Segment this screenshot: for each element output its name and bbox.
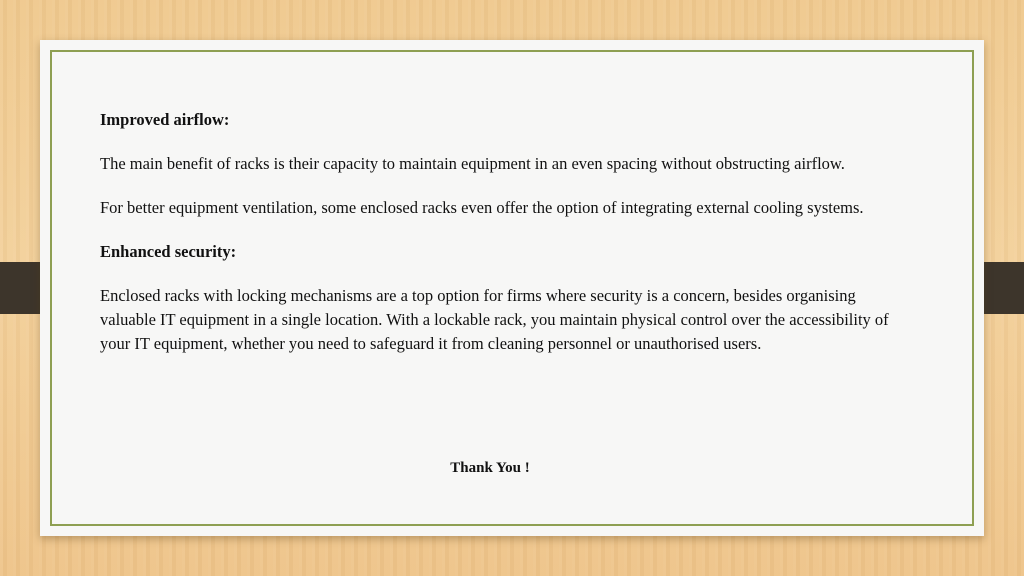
slide-content [100, 108, 910, 356]
closing-text: Thank You ! [450, 460, 530, 476]
paragraph-airflow-cooling: For better equipment ventilation, some enclosed racks even offer the option of integrating external cooling systems. [100, 198, 864, 217]
paragraph-security-locking: Enclosed racks with locking mechanisms are a top option for firms where security is a concern, besides organising valuable IT equipment in a single location. With a lockable rack, you maintain physical control over the accessibility of your IT equipment, whether you need to safeguard it from cleaning personnel or unauthorised users. [100, 286, 889, 353]
slide-card [40, 40, 984, 536]
paragraph-airflow-benefit: The main benefit of racks is their capacity to maintain equipment in an even spacing without obstructing airflow. [100, 154, 845, 173]
section-heading-airflow: Improved airflow: [100, 110, 230, 129]
section-heading-security: Enhanced security: [100, 242, 237, 261]
